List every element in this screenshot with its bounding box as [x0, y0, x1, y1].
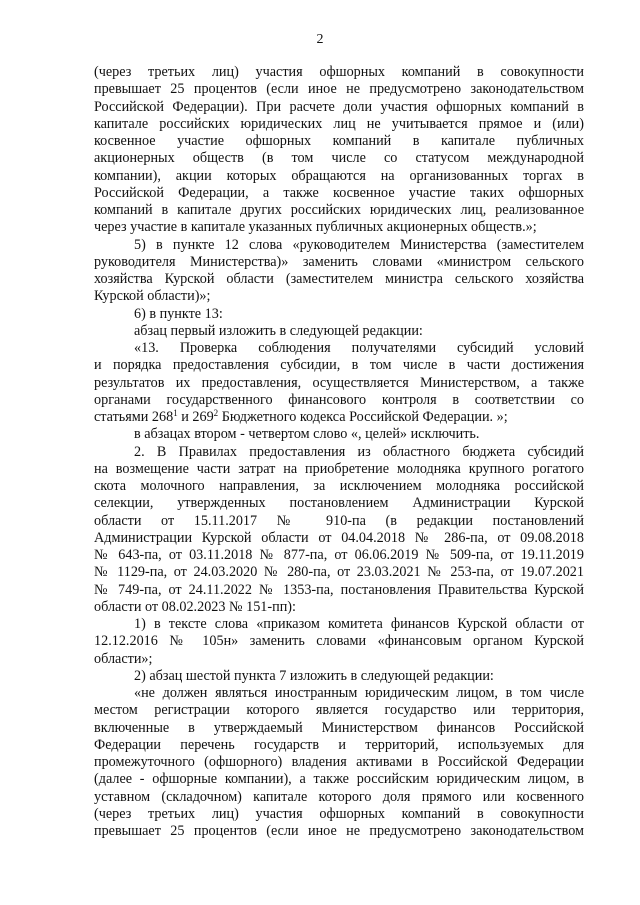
text-line: № 749-па, от 24.11.2022 № 1353-па, постановления Правительства Курской — [94, 581, 584, 598]
text-line: и порядка предоставления субсидии, в том числе в части достижения — [94, 357, 584, 374]
text-line: скота молочного направления, за исключением молодняка российской — [94, 478, 584, 494]
text-line: «не должен являться иностранным юридическим лицом, в том числе — [134, 685, 584, 701]
text-line: (через третьих лиц) участия офшорных компаний в совокупности — [94, 805, 584, 822]
text-line: Российской Федерации, а также косвенное участие таких офшорных — [94, 184, 584, 201]
text-line: результатов их предоставления, осуществляется Министерством, а также — [94, 374, 584, 391]
text-line: области от 15.11.2017 № 910-па (в редакции постановлений — [94, 512, 584, 529]
text-line: № 643-па, от 03.11.2018 № 877-па, от 06.06.2019 № 509-па, от 19.11.2019 — [94, 547, 584, 563]
text-line: Администрации Курской области от 04.04.2018 № 286-па, от 09.08.2018 — [94, 529, 584, 546]
text-line: в абзацах втором - четвертом слово «, целей» исключить. — [134, 426, 480, 443]
document-body — [94, 64, 584, 840]
text-segment: и 269 — [177, 409, 214, 425]
text-line: области»; — [94, 650, 153, 667]
text-line: косвенное участие офшорных компаний в капитале публичных — [94, 133, 584, 149]
text-line: селекции, утвержденных постановлением Администрации Курской — [94, 495, 584, 512]
superscript: 1 — [173, 408, 178, 418]
text-line: капитале российских юридических лиц не учитывается прямое и (или) — [94, 115, 584, 132]
text-line: превышает 25 процентов (если иное не предусмотрено законодательством — [94, 823, 584, 839]
text-line: через участие в капитале указанных публичных акционерных обществ.»; — [94, 219, 537, 236]
text-line: абзац первый изложить в следующей редакции: — [134, 322, 423, 339]
text-line: на возмещение части затрат на приобретение молодняка крупного рогатого — [94, 460, 584, 477]
text-line: Курской области)»; — [94, 288, 211, 305]
text-line: (далее - офшорные компании), а также российским юридическим лицом, в — [94, 771, 584, 788]
text-line: включенные в утверждаемый Министерством финансов Российской — [94, 719, 584, 736]
text-segment: Бюджетного кодекса Российской Федерации. »; — [218, 409, 508, 425]
text-line: компании), акции которых обращаются на организованных торгах в — [94, 167, 584, 184]
text-line: 6) в пункте 13: — [134, 305, 223, 322]
text-line: 1) в тексте слова «приказом комитета финансов Курской области от — [134, 616, 584, 632]
text-line: № 1129-па, от 24.03.2020 № 280-па, от 23.03.2021 № 253-па, от 19.07.2021 — [94, 564, 584, 581]
text-line: 2) абзац шестой пункта 7 изложить в следующей редакции: — [134, 667, 494, 684]
text-line: «13. Проверка соблюдения получателями субсидий условий — [134, 340, 584, 356]
text-line: уставном (складочном) капитале которого доля прямого или косвенного — [94, 788, 584, 805]
text-line: (через третьих лиц) участия офшорных компаний в совокупности — [94, 64, 584, 80]
text-line: хозяйства Курской области (заместителем министра сельского хозяйства — [94, 271, 584, 287]
text-line: 5) в пункте 12 слова «руководителем Министерства (заместителем — [134, 236, 584, 253]
text-line — [94, 409, 584, 426]
page-number: 2 — [316, 32, 324, 47]
text-segment: статьями 268 — [94, 409, 174, 425]
text-line: компаний в капитале других российских юридических лиц, реализованное — [94, 202, 584, 218]
superscript: 2 — [213, 408, 219, 418]
text-line: 2. В Правилах предоставления из областного бюджета субсидий — [134, 443, 584, 460]
text-line: руководителя Министерства)» заменить словами «министром сельского — [94, 253, 584, 270]
text-line: Федерации перечень государств и территорий, используемых для — [94, 736, 584, 753]
text-line: области от 08.02.2023 № 151-пп): — [94, 598, 296, 615]
text-line: превышает 25 процентов (если иное не предусмотрено законодательством — [94, 81, 584, 98]
text-line: акционерных обществ (в том числе со статусом международной — [94, 150, 584, 167]
text-line: органами государственного финансового контроля в соответствии со — [94, 391, 584, 408]
text-line: местом регистрации которого является государство или территория, — [94, 702, 584, 719]
text-line: 12.12.2016 № 105н» заменить словами «финансовым органом Курской — [94, 633, 584, 650]
text-line: промежуточного (офшорного) владения активами в Российской Федерации — [94, 754, 584, 770]
text-line: Российской Федерации). При расчете доли участия офшорных компаний в — [94, 98, 584, 115]
